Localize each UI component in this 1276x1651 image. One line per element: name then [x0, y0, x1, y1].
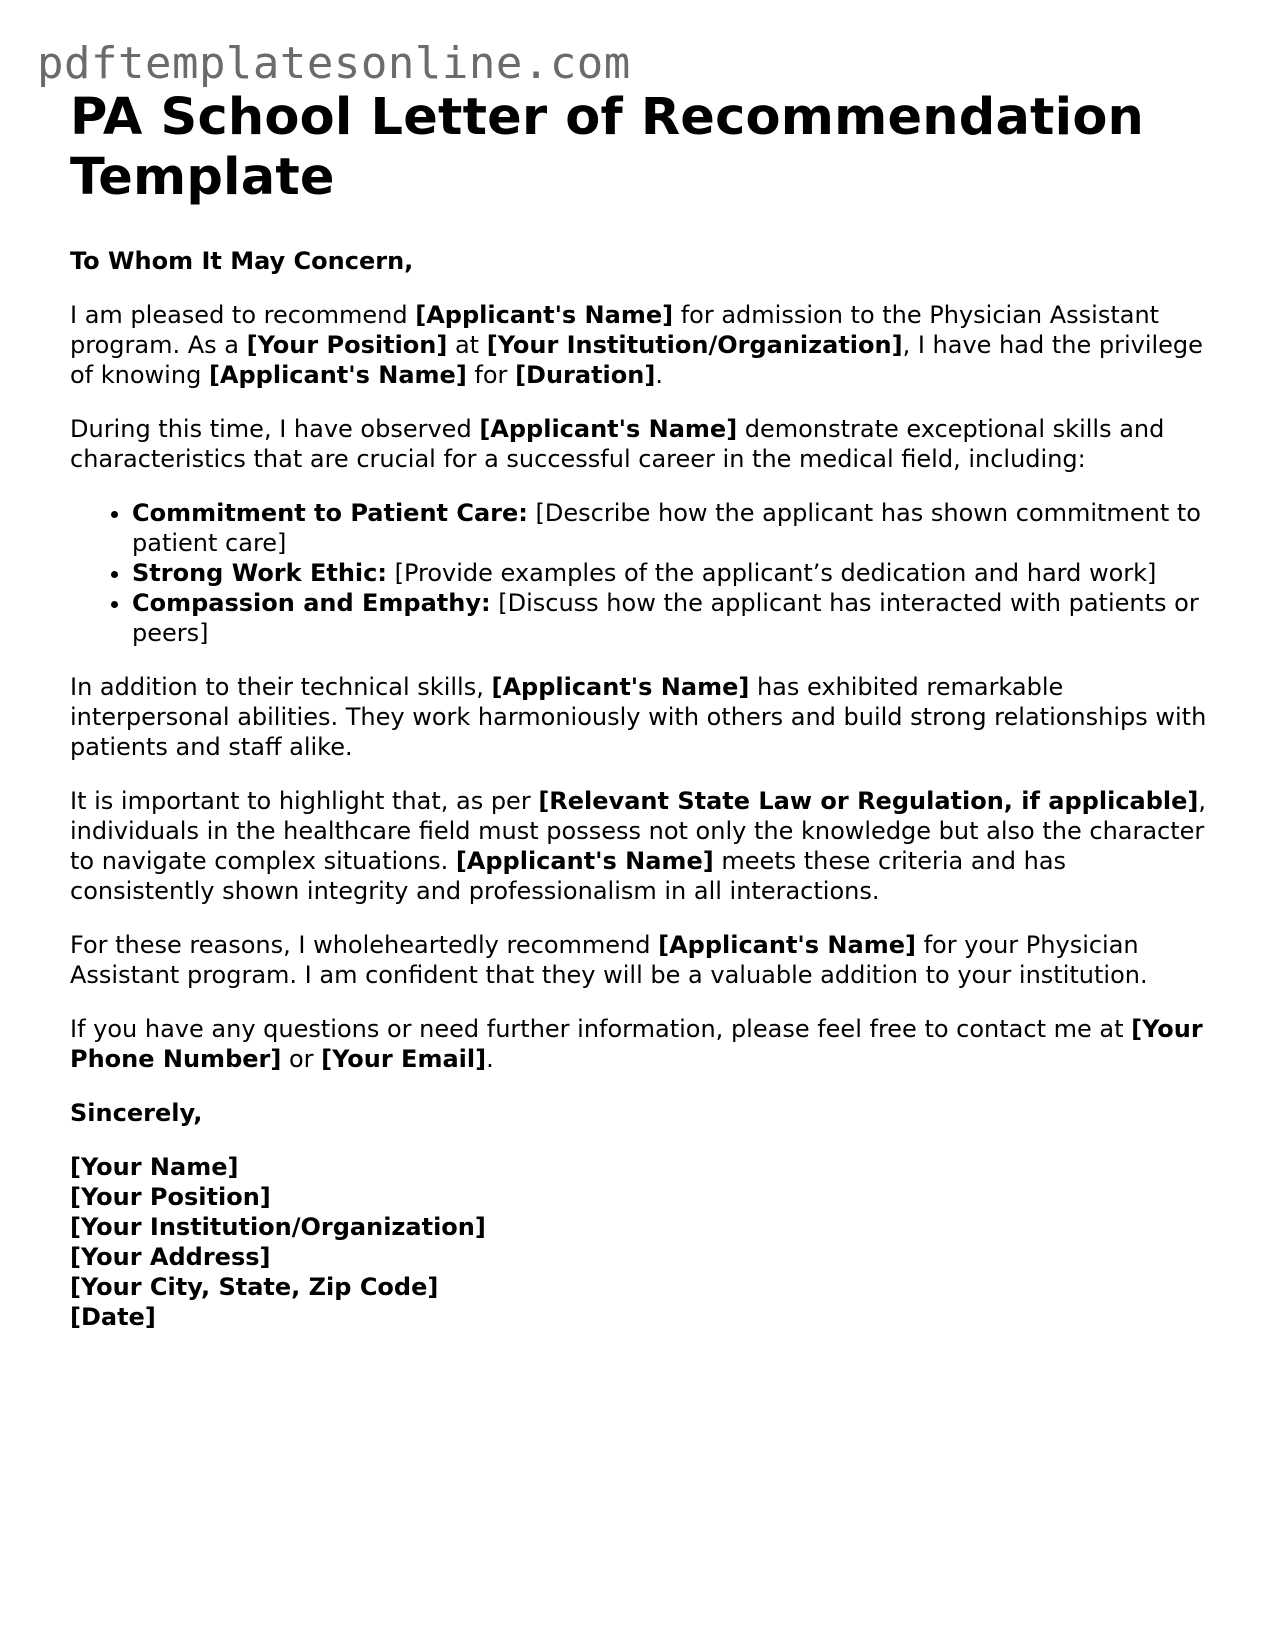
list-item	[132, 588, 1210, 648]
placeholder-applicant-name: [Applicant's Name]	[415, 301, 674, 329]
signature-date: [Date]	[70, 1303, 156, 1331]
intro-paragraph	[70, 300, 1210, 390]
placeholder-phone: [Your Phone Number]	[70, 1015, 1203, 1073]
placeholder-institution: [Your Institution/Organization]	[486, 331, 903, 359]
signature-city-state-zip: [Your City, State, Zip Code]	[70, 1273, 439, 1301]
text-span: During this time, I have observed	[70, 415, 480, 443]
interpersonal-paragraph	[70, 672, 1210, 762]
contact-paragraph	[70, 1014, 1210, 1074]
watermark: pdftemplatesonline.com	[37, 38, 631, 89]
list-item	[132, 558, 1210, 588]
observation-paragraph	[70, 414, 1210, 474]
text-span: In addition to their technical skills,	[70, 673, 492, 701]
list-item-text: [Provide examples of the applicant’s dedication and hard work]	[386, 559, 1157, 587]
placeholder-applicant-name: [Applicant's Name]	[479, 415, 738, 443]
list-item-text: [Describe how the applicant has shown commitment to patient care]	[132, 499, 1201, 557]
text-span: at	[447, 331, 487, 359]
list-item	[132, 498, 1210, 558]
signature-address: [Your Address]	[70, 1243, 271, 1271]
placeholder-email: [Your Email]	[321, 1045, 487, 1073]
greeting: To Whom It May Concern,	[70, 247, 414, 275]
text-span: for your Physician Assistant program. I am confident that they will be a valuable addition to your institution.	[70, 931, 1148, 989]
placeholder-regulation: [Relevant State Law or Regulation, if applicable]	[538, 787, 1199, 815]
text-span: If you have any questions or need further information, please feel free to contact me at	[70, 1015, 1132, 1043]
signature-institution: [Your Institution/Organization]	[70, 1213, 486, 1241]
page-title: PA School Letter of Recommendation Template	[70, 88, 1145, 207]
text-span: meets these criteria and has consistently shown integrity and professionalism in all interactions.	[70, 847, 1067, 905]
text-span: or	[281, 1045, 322, 1073]
text-span: for admission to the Physician Assistant program. As a	[70, 301, 1160, 359]
regulation-paragraph	[70, 786, 1210, 906]
placeholder-applicant-name: [Applicant's Name]	[491, 673, 750, 701]
placeholder-applicant-name: [Applicant's Name]	[208, 361, 467, 389]
placeholder-duration: [Duration]	[515, 361, 656, 389]
text-span: It is important to highlight that, as per	[70, 787, 539, 815]
list-item-label: Strong Work Ethic:	[132, 559, 387, 587]
qualities-list	[70, 498, 1210, 648]
text-span: has exhibited remarkable interpersonal abilities. They work harmoniously with others and build strong relationships with patients and staff alike.	[70, 673, 1207, 761]
recommendation-paragraph	[70, 930, 1210, 990]
signature-name: [Your Name]	[70, 1153, 239, 1181]
closing: Sincerely,	[70, 1099, 203, 1127]
placeholder-position: [Your Position]	[246, 331, 448, 359]
text-span: I am pleased to recommend	[70, 301, 416, 329]
list-item-label: Compassion and Empathy:	[132, 589, 491, 617]
signature-position: [Your Position]	[70, 1183, 271, 1211]
list-item-label: Commitment to Patient Care:	[132, 499, 528, 527]
text-span: for	[466, 361, 516, 389]
placeholder-applicant-name: [Applicant's Name]	[455, 847, 714, 875]
letter-page	[70, 88, 1210, 1332]
signature-block	[70, 1152, 1210, 1332]
text-span: , I have had the privilege of knowing	[70, 331, 1203, 389]
text-span: For these reasons, I wholeheartedly recommend	[70, 931, 659, 959]
text-span: demonstrate exceptional skills and characteristics that are crucial for a successful career in the medical field, including:	[70, 415, 1165, 473]
text-span: , individuals in the healthcare field must possess not only the knowledge but also the character to navigate complex situations.	[70, 787, 1207, 875]
text-span: .	[486, 1045, 494, 1073]
list-item-text: [Discuss how the applicant has interacted with patients or peers]	[132, 589, 1199, 647]
text-span: .	[655, 361, 663, 389]
placeholder-applicant-name: [Applicant's Name]	[658, 931, 916, 959]
